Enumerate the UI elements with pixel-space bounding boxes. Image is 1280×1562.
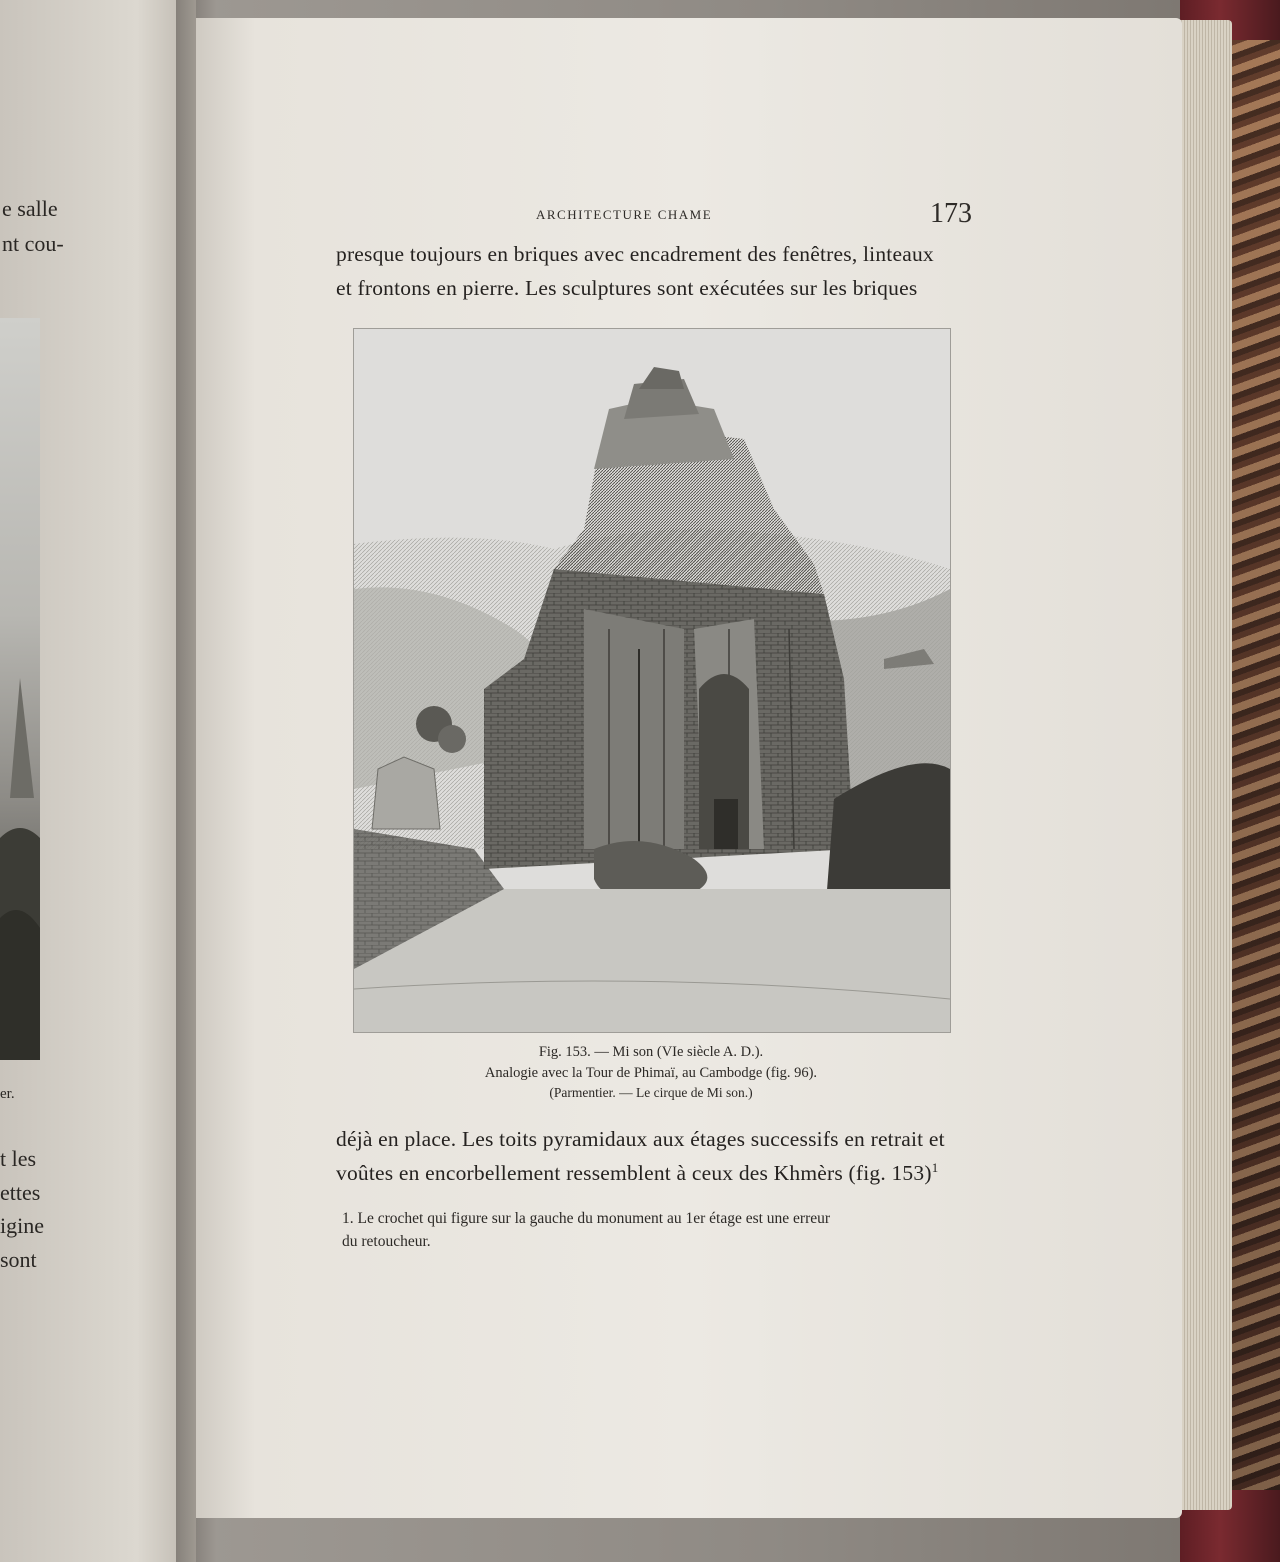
left-page-illustration [0, 318, 40, 1060]
footnote-marker: 1 [931, 1161, 939, 1175]
left-page [0, 0, 196, 1562]
body-text-line: déjà en place. Les toits pyramidaux aux étages successifs en retrait et [336, 1127, 945, 1151]
left-text-line: e salle [2, 196, 58, 221]
figure-caption-line: Fig. 153. — Mi son (VIe siècle A. D.). [538, 1044, 764, 1060]
figure-caption-line: Analogie avec la Tour de Phimaï, au Cambodge (fig. 96). [484, 1065, 818, 1081]
palm-illustration [0, 318, 40, 1060]
left-text-line: igine [0, 1213, 44, 1238]
left-text-line: nt cou- [2, 231, 64, 256]
left-text-line: t les [0, 1146, 37, 1171]
page-number: 173 [930, 198, 972, 229]
body-text-line: presque toujours en briques avec encadrement des fenêtres, linteaux [336, 242, 934, 266]
body-text-line: et frontons en pierre. Les sculptures sont exécutées sur les briques [336, 276, 918, 300]
footnote-line: du retoucheur. [342, 1233, 431, 1250]
marbled-edge [1226, 40, 1280, 1490]
figure-caption-credit: (Parmentier. — Le cirque de Mi son.) [549, 1085, 753, 1100]
temple-engraving [353, 328, 951, 1033]
footnote-line: 1. Le crochet qui figure sur la gauche du monument au 1er étage est une erreur [342, 1210, 831, 1227]
body-text-line: voûtes en encorbellement ressemblent à ceux des Khmèrs (fig. 153)$^1$ [336, 1161, 939, 1186]
mi-son-tower-illustration [354, 329, 950, 1032]
running-header: ARCHITECTURE CHAME [536, 207, 713, 222]
left-caption-fragment: er. [0, 1086, 15, 1102]
left-text-line: sont [0, 1247, 37, 1272]
left-text-line: ettes [0, 1180, 41, 1205]
